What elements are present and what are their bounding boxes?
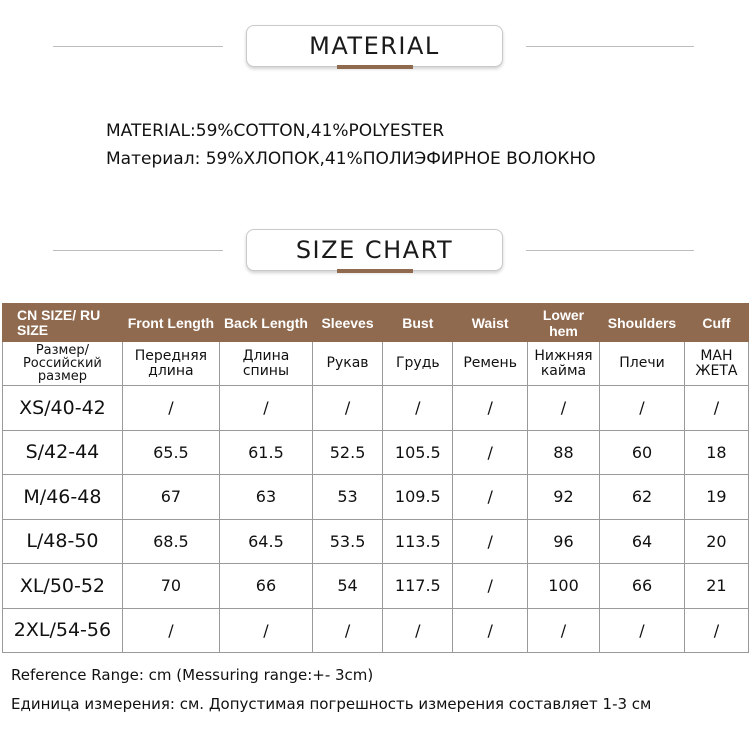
cell-bust: 105.5 [383, 430, 453, 475]
table-header-row [3, 304, 749, 342]
ru-header-cuff: МАН ЖЕТА [684, 342, 748, 386]
cell-back-length: / [219, 608, 312, 653]
cell-lower-hem: 88 [527, 430, 599, 475]
cell-cuff: 19 [684, 475, 748, 520]
cell-front-length: / [122, 608, 219, 653]
cell-front-length: 68.5 [122, 519, 219, 564]
material-composition-en: MATERIAL:59%COTTON,41%POLYESTER [106, 121, 445, 141]
ru-header-waist: Ремень [453, 342, 527, 386]
divider-left [53, 46, 223, 47]
table-row [3, 608, 749, 653]
size-label: XS/40-42 [3, 386, 123, 431]
size-label: S/42-44 [3, 430, 123, 475]
cell-lower-hem: / [527, 608, 599, 653]
size-label: 2XL/54-56 [3, 608, 123, 653]
cell-lower-hem: 96 [527, 519, 599, 564]
cell-shoulders: / [600, 386, 685, 431]
material-section-header [0, 25, 750, 75]
size-chart-table [2, 303, 749, 653]
cell-lower-hem: / [527, 386, 599, 431]
cell-shoulders: 62 [600, 475, 685, 520]
header-back-length: Back Length [219, 304, 312, 342]
reference-range-note-en: Reference Range: cm (Messuring range:+- 3cm) [11, 666, 374, 684]
size-label: L/48-50 [3, 519, 123, 564]
cell-back-length: 66 [219, 564, 312, 609]
cell-bust: / [383, 608, 453, 653]
ru-header-sleeves: Рукав [312, 342, 382, 386]
divider-right [526, 250, 694, 251]
ru-header-lower-hem: Нижняя кайма [527, 342, 599, 386]
cell-sleeves: 52.5 [312, 430, 382, 475]
ru-header-back-length: Длина спины [219, 342, 312, 386]
material-composition-ru: Материал: 59%ХЛОПОК,41%ПОЛИЭФИРНОЕ ВОЛОКНО [106, 149, 596, 169]
size-chart-title: SIZE CHART [246, 229, 503, 271]
table-row [3, 386, 749, 431]
ru-header-front-length: Передняя длина [122, 342, 219, 386]
cell-shoulders: 60 [600, 430, 685, 475]
cell-shoulders: / [600, 608, 685, 653]
reference-range-note-ru: Единица измерения: см. Допустимая погрешность измерения составляет 1-3 см [11, 695, 652, 713]
cell-waist: / [453, 475, 527, 520]
cell-waist: / [453, 386, 527, 431]
cell-cuff: / [684, 386, 748, 431]
table-row [3, 430, 749, 475]
cell-waist: / [453, 519, 527, 564]
cell-front-length: 70 [122, 564, 219, 609]
size-chart-section-header [0, 229, 750, 279]
accent-bar [337, 269, 413, 273]
accent-bar [337, 65, 413, 69]
header-sleeves: Sleeves [312, 304, 382, 342]
table-russian-header-row [3, 342, 749, 386]
cell-back-length: / [219, 386, 312, 431]
cell-cuff: / [684, 608, 748, 653]
header-cn-ru-size: CN SIZE/ RU SIZE [3, 304, 123, 342]
cell-bust: 117.5 [383, 564, 453, 609]
ru-header-shoulders: Плечи [600, 342, 685, 386]
cell-lower-hem: 100 [527, 564, 599, 609]
cell-waist: / [453, 564, 527, 609]
cell-front-length: / [122, 386, 219, 431]
cell-sleeves: 53 [312, 475, 382, 520]
cell-waist: / [453, 608, 527, 653]
cell-cuff: 18 [684, 430, 748, 475]
header-bust: Bust [383, 304, 453, 342]
table-row [3, 475, 749, 520]
size-label: M/46-48 [3, 475, 123, 520]
header-cuff: Cuff [684, 304, 748, 342]
cell-back-length: 64.5 [219, 519, 312, 564]
cell-sleeves: / [312, 608, 382, 653]
cell-back-length: 61.5 [219, 430, 312, 475]
cell-cuff: 21 [684, 564, 748, 609]
ru-header-bust: Грудь [383, 342, 453, 386]
cell-front-length: 65.5 [122, 430, 219, 475]
cell-sleeves: 54 [312, 564, 382, 609]
header-lower-hem: Lower hem [527, 304, 599, 342]
cell-cuff: 20 [684, 519, 748, 564]
table-row [3, 564, 749, 609]
size-label: XL/50-52 [3, 564, 123, 609]
cell-front-length: 67 [122, 475, 219, 520]
cell-waist: / [453, 430, 527, 475]
header-shoulders: Shoulders [600, 304, 685, 342]
cell-lower-hem: 92 [527, 475, 599, 520]
header-waist: Waist [453, 304, 527, 342]
table-row [3, 519, 749, 564]
material-title: MATERIAL [246, 25, 503, 67]
cell-sleeves: / [312, 386, 382, 431]
cell-shoulders: 66 [600, 564, 685, 609]
divider-left [53, 250, 223, 251]
cell-shoulders: 64 [600, 519, 685, 564]
ru-header-size: Размер/ Российский размер [3, 342, 123, 386]
cell-bust: / [383, 386, 453, 431]
cell-bust: 113.5 [383, 519, 453, 564]
cell-back-length: 63 [219, 475, 312, 520]
cell-sleeves: 53.5 [312, 519, 382, 564]
header-front-length: Front Length [122, 304, 219, 342]
divider-right [526, 46, 694, 47]
cell-bust: 109.5 [383, 475, 453, 520]
